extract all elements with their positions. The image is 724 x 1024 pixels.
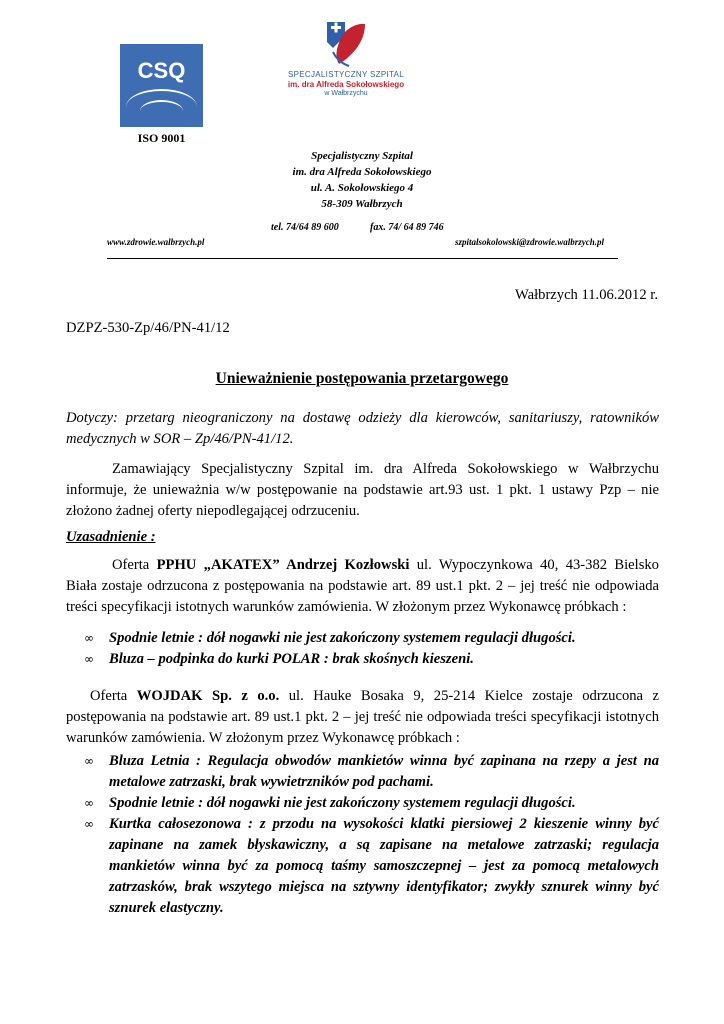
contact-fax: fax. 74/ 64 89 746	[370, 222, 444, 233]
defect-text: Bluza Letnia : Regulacja obwodów mankietów winna być zapinana na rzepy a jest na metalowe zatrzaski, brak wywietrzników pod pachami.	[109, 753, 659, 790]
hospital-logo-line-3: w Wałbrzychu	[324, 90, 368, 97]
offer-2-defects-list	[84, 751, 659, 919]
offer-2-company: WOJDAK Sp. z o.o.	[136, 688, 280, 704]
bullet-infinity-icon: ∞	[84, 631, 94, 645]
iso-label: ISO 9001	[137, 131, 186, 145]
bullet-infinity-icon: ∞	[84, 796, 94, 810]
csq-logo	[120, 44, 203, 127]
bullet-infinity-icon: ∞	[84, 652, 94, 666]
address-line-street: ul. A. Sokołowskiego 4	[310, 182, 414, 194]
contact-email: szpitalsokolowski@zdrowie.walbrzych.pl	[455, 237, 605, 247]
document-date: Wałbrzych 11.06.2012 r.	[515, 287, 658, 303]
offer-1-text: ul. Wypoczynkowa 40, 43-382 Bielsko Biała zostaje odrzucona z postępowania na podstawie art. 89 ust.1 pkt. 2 – jej treść nie odpowiada treści specyfikacji istotnych warunków zamówienia. W złożonym przez Wykonawcę próbkach :	[66, 557, 659, 615]
offer-2-paragraph	[66, 686, 659, 749]
offer-1-defects-list	[84, 628, 659, 670]
hospital-logo-line-2: im. dra Alfreda Sokołowskiego	[287, 80, 405, 89]
defect-text: Spodnie letnie : dół nogawki nie jest zakończony systemem regulacji długości.	[109, 795, 576, 811]
offer-2-prefix: Oferta	[90, 688, 137, 704]
offer-1-company: PPHU „AKATEX” Andrzej Kozłowski	[156, 557, 410, 573]
csq-logo-text: CSQ	[137, 58, 186, 83]
subject-paragraph: Dotyczy: przetarg nieograniczony na dostawę odzieży dla kierowców, sanitariuszy, ratowników medycznych w SOR – Zp/46/PN-41/12.	[66, 410, 659, 447]
intro-paragraph	[66, 459, 659, 522]
hospital-emblem-icon	[325, 18, 367, 68]
offer-1-prefix: Oferta	[112, 557, 157, 573]
hospital-logo	[285, 14, 407, 98]
csq-logo-arc-inner	[140, 100, 183, 122]
address-line-name: Specjalistyczny Szpital	[311, 150, 413, 162]
reference-number: DZPZ-530-Zp/46/PN-41/12	[66, 320, 230, 336]
header-divider	[107, 258, 618, 259]
bullet-infinity-icon: ∞	[84, 754, 94, 768]
hospital-logo-line-1: SPECJALISTYCZNY SZPITAL	[288, 70, 404, 79]
bullet-infinity-icon: ∞	[84, 817, 94, 831]
address-line-patron: im. dra Alfreda Sokołowskiego	[292, 166, 432, 178]
list-item	[84, 649, 659, 670]
defect-text: Bluza – podpinka do kurki POLAR : brak skośnych kieszeni.	[109, 651, 474, 667]
list-item	[84, 628, 659, 649]
justification-heading: Uzasadnienie :	[66, 529, 156, 545]
intro-text: Zamawiający Specjalistyczny Szpital im. dra Alfreda Sokołowskiego w Wałbrzychu informuje, że unieważnia w/w postępowanie na podstawie art.93 ust. 1 pkt. 1 ustawy Pzp – nie złożono żadnej oferty niepodlegającej odrzuceniu.	[66, 461, 659, 519]
list-item	[84, 793, 659, 814]
offer-2-text: ul. Hauke Bosaka 9, 25-214 Kielce zostaje odrzucona z postępowania na podstawie art. 89 ust.1 pkt. 2 – jej treść nie odpowiada treści specyfikacji istotnych warunków zamówienia. W złożonym przez Wykonawcę próbkach :	[66, 688, 659, 746]
contact-phone: tel. 74/64 89 600	[271, 222, 339, 233]
defect-text: Kurtka całosezonowa : z przodu na wysokości klatki piersiowej 2 kieszenie winny być zapinane na zamek błyskawiczny, a są zapisane na metalowe zatrzaski; regulacja mankietów winna być za pomocą taśmy samoszczepnej – jest za pomocą metalowych zatrzasków, brak wszytego miejsca na sztywny identyfikator; zwykły sznurek winny być sznurek elastyczny.	[109, 816, 659, 916]
offer-1-paragraph	[66, 555, 659, 618]
list-item	[84, 751, 659, 793]
defect-text: Spodnie letnie : dół nogawki nie jest zakończony systemem regulacji długości.	[109, 630, 576, 646]
list-item	[84, 814, 659, 919]
document-title: Unieważnienie postępowania przetargowego	[215, 370, 509, 387]
address-line-city: 58-309 Wałbrzych	[321, 198, 403, 210]
contact-website: www.zdrowie.walbrzych.pl	[107, 237, 205, 247]
